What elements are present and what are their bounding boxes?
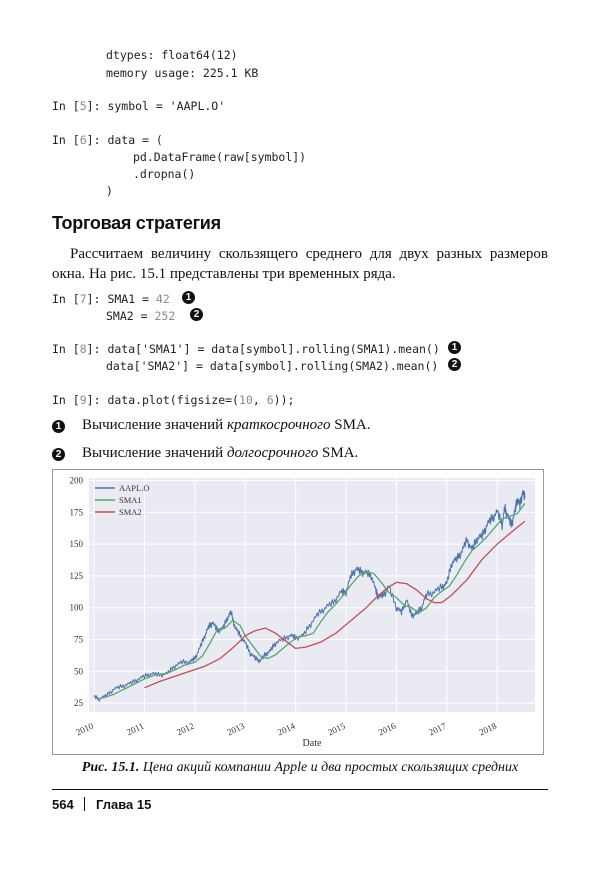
page-number: 564 <box>52 797 74 812</box>
x-tick-label: 2015 <box>326 720 347 738</box>
note-badge-1: 1 <box>52 420 65 433</box>
code-cell-5 <box>52 99 225 113</box>
legend-label: AAPL.O <box>119 483 150 493</box>
callout-badge-1: 1 <box>182 291 195 304</box>
x-tick-label: 2017 <box>427 720 448 738</box>
caption-text: Цена акций компании Apple и два простых скользящих средних <box>139 760 519 775</box>
footer-divider <box>84 797 85 811</box>
code-number: 10 <box>239 393 253 407</box>
prompt: In [ <box>52 292 80 306</box>
code-text: data['SMA1'] = data[symbol].rolling(SMA1).mean() <box>107 342 440 356</box>
note-2 <box>82 445 358 462</box>
prompt-number: 6 <box>79 133 87 147</box>
prompt: In [ <box>52 393 80 407</box>
prompt: In [ <box>52 99 80 113</box>
y-tick-label: 50 <box>74 666 83 677</box>
code-number: 42 <box>155 292 170 306</box>
y-tick-label: 75 <box>74 634 83 645</box>
code-text: )); <box>273 393 295 407</box>
note-text: SMA. <box>330 417 371 433</box>
chapter-label: Глава 15 <box>96 797 152 812</box>
x-axis <box>74 721 498 738</box>
code-line: .dropna() <box>133 167 196 181</box>
prompt-number: 8 <box>79 342 87 356</box>
x-axis-label: Date <box>302 738 322 749</box>
note-text: Вычисление значений <box>82 445 227 461</box>
prompt: In [ <box>52 342 80 356</box>
code-line: pd.DataFrame(raw[symbol]) <box>133 150 307 164</box>
prompt-number: 7 <box>79 292 87 306</box>
line-chart <box>53 470 543 754</box>
note-emphasis: краткосрочного <box>226 417 331 433</box>
legend <box>95 483 149 517</box>
prompt-number: 5 <box>79 99 87 113</box>
code-line <box>106 309 175 323</box>
prompt: In [ <box>52 133 80 147</box>
code-cell-6 <box>52 133 163 147</box>
note-1 <box>82 417 371 434</box>
y-tick-label: 25 <box>74 698 83 709</box>
code-text: data = ( <box>107 133 163 147</box>
y-tick-label: 200 <box>69 475 83 486</box>
section-title: Торговая стратегия <box>52 213 221 233</box>
code-cell-8 <box>52 342 440 356</box>
prompt-end: ]: <box>86 342 101 356</box>
legend-label: SMA2 <box>119 507 142 517</box>
note-text: SMA. <box>318 445 359 461</box>
legend-label: SMA1 <box>119 495 142 505</box>
figure-frame <box>52 469 544 755</box>
df-info-memory: memory usage: 225.1 KB <box>106 66 259 80</box>
note-emphasis: долгосрочного <box>226 445 319 461</box>
prompt-end: ]: <box>86 292 101 306</box>
callout-badge-2: 2 <box>448 358 461 371</box>
body-paragraph: Рассчитаем величину скользящего среднего для двух разных размеров окна. На рис. 15.1 представлены три временных ряда. <box>52 246 548 282</box>
y-tick-label: 100 <box>69 602 83 613</box>
callout-badge-1: 1 <box>448 341 461 354</box>
y-tick-label: 125 <box>69 570 83 581</box>
y-axis <box>70 476 84 709</box>
note-text: Вычисление значений <box>82 417 227 433</box>
code-text: , <box>252 393 267 407</box>
prompt-end: ]: <box>86 393 101 407</box>
x-tick-label: 2016 <box>376 720 398 738</box>
x-tick-label: 2011 <box>125 720 146 738</box>
code-line: ) <box>106 184 113 198</box>
prompt-end: ]: <box>86 99 101 113</box>
code-number: 6 <box>266 393 274 407</box>
code-cell-9 <box>52 393 294 407</box>
prompt-number: 9 <box>79 393 87 407</box>
code-text: data.plot(figsize=( <box>107 393 239 407</box>
x-tick-label: 2010 <box>74 720 95 738</box>
code-text: SMA1 = <box>107 292 156 306</box>
figure-caption <box>0 760 600 776</box>
footer-rule <box>52 789 548 790</box>
df-info-dtypes: dtypes: float64(12) <box>106 48 238 62</box>
callout-badge-2: 2 <box>190 308 203 321</box>
x-tick-label: 2013 <box>225 720 247 738</box>
code-text: SMA2 = <box>106 309 155 323</box>
code-line: data['SMA2'] = data[symbol].rolling(SMA2).mean() <box>106 359 439 373</box>
note-badge-2: 2 <box>52 448 65 461</box>
prompt-end: ]: <box>86 133 101 147</box>
caption-label: Рис. 15.1. <box>81 760 140 775</box>
plot-area <box>89 478 535 712</box>
code-cell-7 <box>52 292 170 306</box>
x-tick-label: 2018 <box>477 720 499 738</box>
y-tick-label: 150 <box>69 539 83 550</box>
x-tick-label: 2014 <box>275 720 297 738</box>
code-text: symbol = 'AAPL.O' <box>107 99 226 113</box>
code-number: 252 <box>154 309 176 323</box>
y-tick-label: 175 <box>69 507 83 518</box>
x-tick-label: 2012 <box>175 720 196 738</box>
